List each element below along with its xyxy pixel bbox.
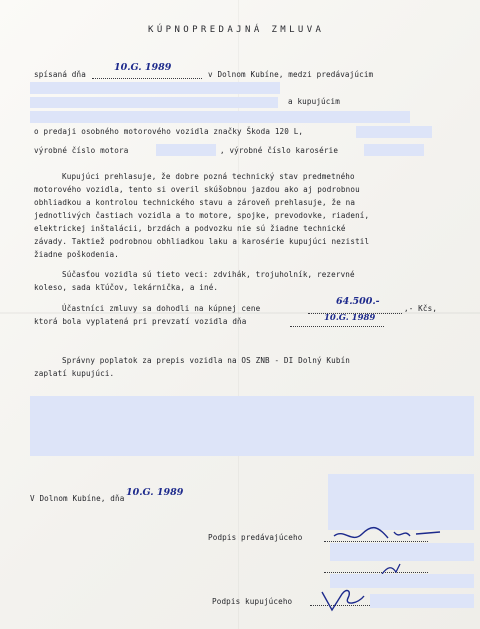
- fee-line: zaplatí kupujúci.: [34, 369, 115, 378]
- body-number-label: , výrobné číslo karosérie: [220, 146, 339, 155]
- paragraph-line: jednotlivých častiach vozidla a to motore, spojke, prevodovke, riadení,: [34, 211, 370, 220]
- handwritten-price: 64.500.-: [336, 296, 380, 307]
- buyer-signature-label: Podpis kupujúceho: [212, 597, 293, 606]
- handwritten-paid-date: 10.G. 1989: [324, 313, 376, 323]
- paragraph-line: obhliadkou a kontrolou technického stavu a zároveň prehlasuje, že na: [34, 198, 356, 207]
- redacted-buyer: [30, 111, 410, 123]
- paragraph-line: závady. Taktiež podrobnou obhliadkou laku a karosérie kupujúci nezistil: [34, 237, 370, 246]
- currency-label: ,- Kčs,: [404, 304, 438, 313]
- redacted-seller: [30, 82, 280, 94]
- paragraph-line: motorového vozidla, tento si overil skúšobnou jazdou ako aj podrobnou: [34, 185, 360, 194]
- written-on-label: spísaná dňa: [34, 70, 86, 79]
- date-blank: [92, 78, 202, 79]
- paragraph-line: Kupujúci prehlasuje, že dobre pozná technický stav predmetného: [62, 172, 355, 181]
- buyer-label: a kupujúcim: [288, 97, 340, 106]
- paid-date-blank: [290, 326, 384, 327]
- handwritten-signing-date: 10.G. 1989: [126, 487, 184, 498]
- written-place-text: v Dolnom Kubíne, medzi predávajúcim: [208, 70, 374, 79]
- document-title: KÚPNOPREDAJNÁ ZMLUVA: [148, 25, 325, 35]
- paid-line: ktorá bola vyplatená pri prevzatí vozidla dňa: [34, 317, 247, 326]
- paragraph-line: koleso, sada kľúčov, lekárnička, a iné.: [34, 283, 219, 292]
- redacted-plate: [356, 126, 432, 138]
- paragraph-line: elektrickej inštalácii, brzdách a podvozku nie sú žiadne technické: [34, 224, 346, 233]
- fee-line: Správny poplatok za prepis vozidla na OS ZNB - DI Dolný Kubín: [62, 356, 351, 365]
- handwritten-date: 10.G. 1989: [114, 62, 172, 73]
- price-line: Účastníci zmluvy sa dohodli na kúpnej cene: [62, 304, 261, 313]
- paragraph-line: žiadne poškodenia.: [34, 250, 119, 259]
- redacted-seller-address: [30, 97, 278, 108]
- sale-line: o predaji osobného motorového vozidla značky Škoda 120 L,: [34, 127, 304, 136]
- redacted-block: [30, 396, 474, 456]
- redacted-seller-signature: [330, 543, 474, 561]
- paragraph-line: Súčasťou vozidla sú tieto veci: zdvihák, trojuholník, rezervné: [62, 270, 355, 279]
- redacted-buyer-signature: [370, 594, 474, 608]
- redacted-engine-number: [156, 144, 216, 156]
- place-date-label: V Dolnom Kubíne, dňa: [30, 494, 125, 503]
- engine-number-label: výrobné číslo motora: [34, 146, 129, 155]
- redacted-body-number: [364, 144, 424, 156]
- seller-signature-label: Podpis predávajúceho: [208, 533, 303, 542]
- buyer-signature: [318, 584, 368, 614]
